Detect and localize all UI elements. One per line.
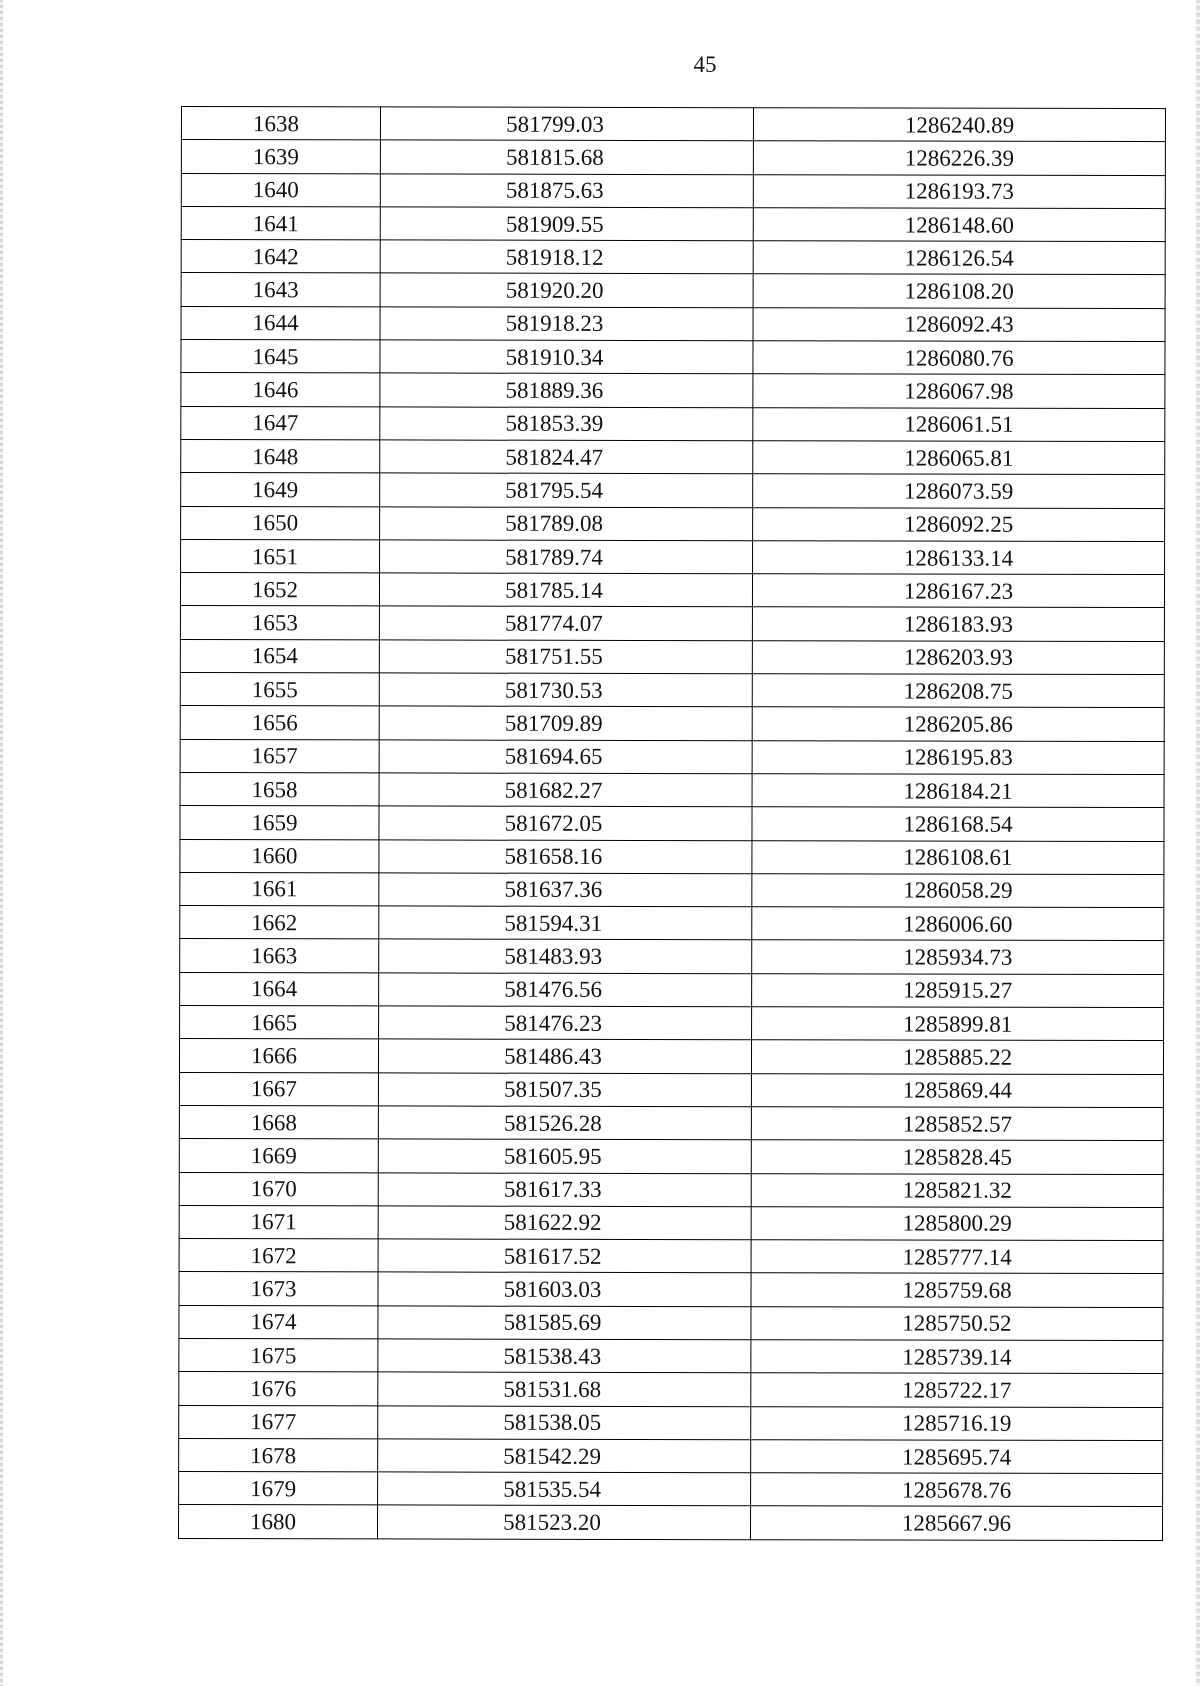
- table-row: [180, 673, 1164, 708]
- x-coordinate-cell: 581476.56: [379, 973, 752, 1007]
- y-coordinate-cell: 1285716.19: [751, 1406, 1163, 1440]
- table-row: [181, 306, 1165, 341]
- y-coordinate-cell: 1285899.81: [752, 1007, 1164, 1041]
- point-number-cell: 1645: [181, 340, 380, 374]
- page-number: 45: [693, 52, 717, 77]
- point-number-cell: 1675: [179, 1338, 378, 1372]
- table-row: [181, 340, 1165, 375]
- x-coordinate-cell: 581535.54: [378, 1472, 751, 1506]
- y-coordinate-cell: 1285750.52: [751, 1306, 1163, 1340]
- y-coordinate-cell: 1285821.32: [751, 1173, 1163, 1207]
- table-row: [179, 1072, 1163, 1107]
- point-number-cell: 1642: [181, 240, 380, 274]
- table-row: [180, 739, 1164, 774]
- y-coordinate-cell: 1286092.43: [753, 307, 1165, 341]
- x-coordinate-cell: 581542.29: [378, 1439, 751, 1473]
- x-coordinate-cell: 581531.68: [378, 1372, 751, 1406]
- x-coordinate-cell: 581637.36: [379, 873, 752, 907]
- point-number-cell: 1678: [179, 1438, 378, 1472]
- y-coordinate-cell: 1286184.21: [752, 774, 1164, 808]
- y-coordinate-cell: 1285759.68: [751, 1273, 1163, 1307]
- y-coordinate-cell: 1285934.73: [752, 940, 1164, 974]
- y-coordinate-cell: 1286205.86: [752, 707, 1164, 741]
- point-number-cell: 1657: [180, 739, 379, 773]
- x-coordinate-cell: 581799.03: [380, 107, 753, 141]
- y-coordinate-cell: 1286058.29: [752, 874, 1164, 908]
- x-coordinate-cell: 581853.39: [380, 407, 753, 441]
- table-row: [179, 1438, 1163, 1473]
- point-number-cell: 1647: [181, 406, 380, 440]
- y-coordinate-cell: 1285915.27: [752, 973, 1164, 1007]
- point-number-cell: 1638: [181, 107, 380, 141]
- x-coordinate-cell: 581672.05: [379, 806, 752, 840]
- point-number-cell: 1671: [179, 1205, 378, 1239]
- table-row: [180, 939, 1164, 974]
- y-coordinate-cell: 1286108.61: [752, 840, 1164, 874]
- point-number-cell: 1653: [180, 606, 379, 640]
- y-coordinate-cell: 1285777.14: [751, 1240, 1163, 1274]
- table-row: [180, 839, 1164, 874]
- x-coordinate-cell: 581585.69: [378, 1306, 751, 1340]
- x-coordinate-cell: 581476.23: [379, 1006, 752, 1040]
- table-row: [180, 606, 1164, 641]
- table-row: [180, 573, 1164, 608]
- x-coordinate-cell: 581789.08: [380, 506, 753, 540]
- table-row: [180, 872, 1164, 907]
- y-coordinate-cell: 1286195.83: [752, 740, 1164, 774]
- x-coordinate-cell: 581789.74: [380, 540, 753, 574]
- point-number-cell: 1667: [179, 1072, 378, 1106]
- table-row: [181, 107, 1165, 142]
- point-number-cell: 1654: [180, 639, 379, 673]
- y-coordinate-cell: 1285800.29: [751, 1206, 1163, 1240]
- table-row: [180, 806, 1164, 841]
- table-row: [179, 1338, 1163, 1373]
- point-number-cell: 1662: [180, 906, 379, 940]
- x-coordinate-cell: 581918.12: [380, 240, 753, 274]
- scan-edge-left: [0, 0, 3, 1686]
- y-coordinate-cell: 1286167.23: [752, 574, 1164, 608]
- x-coordinate-cell: 581918.23: [380, 307, 753, 341]
- table-row: [181, 173, 1165, 208]
- y-coordinate-cell: 1286193.73: [753, 174, 1165, 208]
- x-coordinate-cell: 581920.20: [380, 273, 753, 307]
- table-row: [180, 639, 1164, 674]
- y-coordinate-cell: 1285852.57: [751, 1107, 1163, 1141]
- y-coordinate-cell: 1285739.14: [751, 1340, 1163, 1374]
- x-coordinate-cell: 581617.33: [378, 1172, 751, 1206]
- table-row: [181, 473, 1165, 508]
- x-coordinate-cell: 581507.35: [378, 1073, 751, 1107]
- point-number-cell: 1648: [181, 439, 380, 473]
- point-number-cell: 1672: [179, 1239, 378, 1273]
- point-number-cell: 1676: [179, 1372, 378, 1406]
- y-coordinate-cell: 1286073.59: [753, 474, 1165, 508]
- table-row: [179, 1239, 1163, 1274]
- point-number-cell: 1680: [179, 1505, 378, 1539]
- x-coordinate-cell: 581617.52: [378, 1239, 751, 1273]
- table-row: [180, 906, 1164, 941]
- y-coordinate-cell: 1285722.17: [751, 1373, 1163, 1407]
- y-coordinate-cell: 1285695.74: [751, 1440, 1163, 1474]
- x-coordinate-cell: 581682.27: [379, 773, 752, 807]
- point-number-cell: 1668: [179, 1105, 378, 1139]
- point-number-cell: 1674: [179, 1305, 378, 1339]
- table-row: [181, 140, 1165, 175]
- point-number-cell: 1656: [180, 706, 379, 740]
- y-coordinate-cell: 1286208.75: [752, 674, 1164, 708]
- point-number-cell: 1663: [180, 939, 379, 973]
- x-coordinate-cell: 581785.14: [379, 573, 752, 607]
- y-coordinate-cell: 1285678.76: [751, 1473, 1163, 1507]
- x-coordinate-cell: 581909.55: [380, 207, 753, 241]
- y-coordinate-cell: 1286148.60: [753, 208, 1165, 242]
- x-coordinate-cell: 581875.63: [380, 174, 753, 208]
- y-coordinate-cell: 1286092.25: [753, 507, 1165, 541]
- table-row: [179, 1105, 1163, 1140]
- point-number-cell: 1660: [180, 839, 379, 873]
- table-row: [179, 1305, 1163, 1340]
- scan-edge-right: [1196, 0, 1200, 1686]
- table-row: [179, 1272, 1163, 1307]
- table-row: [181, 273, 1165, 308]
- y-coordinate-cell: 1285869.44: [751, 1073, 1163, 1107]
- point-number-cell: 1651: [181, 539, 380, 573]
- point-number-cell: 1639: [181, 140, 380, 174]
- point-number-cell: 1652: [180, 573, 379, 607]
- y-coordinate-cell: 1286080.76: [753, 341, 1165, 375]
- table-row: [179, 1205, 1163, 1240]
- x-coordinate-cell: 581538.43: [378, 1339, 751, 1373]
- point-number-cell: 1669: [179, 1139, 378, 1173]
- table-row: [179, 1139, 1163, 1174]
- x-coordinate-cell: 581889.36: [380, 373, 753, 407]
- table-row: [181, 240, 1165, 275]
- coordinate-table-container: [178, 106, 1165, 1541]
- x-coordinate-cell: 581526.28: [378, 1106, 751, 1140]
- point-number-cell: 1643: [181, 273, 380, 307]
- point-number-cell: 1649: [181, 473, 380, 507]
- y-coordinate-cell: 1286065.81: [753, 441, 1165, 475]
- table-row: [179, 1372, 1163, 1407]
- table-row: [181, 439, 1165, 474]
- coordinate-table: [178, 106, 1166, 1541]
- table-row: [181, 406, 1165, 441]
- point-number-cell: 1677: [179, 1405, 378, 1439]
- table-row: [179, 1472, 1163, 1507]
- x-coordinate-cell: 581486.43: [378, 1039, 751, 1073]
- point-number-cell: 1646: [181, 373, 380, 407]
- x-coordinate-cell: 581815.68: [380, 140, 753, 174]
- point-number-cell: 1644: [181, 306, 380, 340]
- table-row: [180, 1006, 1164, 1041]
- y-coordinate-cell: 1286061.51: [753, 407, 1165, 441]
- x-coordinate-cell: 581658.16: [379, 839, 752, 873]
- point-number-cell: 1670: [179, 1172, 378, 1206]
- table-row: [181, 373, 1165, 408]
- x-coordinate-cell: 581751.55: [379, 640, 752, 674]
- point-number-cell: 1665: [180, 1006, 379, 1040]
- x-coordinate-cell: 581594.31: [379, 906, 752, 940]
- table-row: [180, 772, 1164, 807]
- coordinate-table-body: [179, 107, 1166, 1541]
- x-coordinate-cell: 581795.54: [380, 473, 753, 507]
- x-coordinate-cell: 581730.53: [379, 673, 752, 707]
- point-number-cell: 1641: [181, 206, 380, 240]
- point-number-cell: 1658: [180, 772, 379, 806]
- y-coordinate-cell: 1286203.93: [752, 640, 1164, 674]
- y-coordinate-cell: 1285828.45: [751, 1140, 1163, 1174]
- y-coordinate-cell: 1286240.89: [753, 108, 1165, 142]
- point-number-cell: 1659: [180, 806, 379, 840]
- y-coordinate-cell: 1286133.14: [753, 541, 1165, 575]
- x-coordinate-cell: 581483.93: [379, 939, 752, 973]
- y-coordinate-cell: 1286006.60: [752, 907, 1164, 941]
- y-coordinate-cell: 1286067.98: [753, 374, 1165, 408]
- x-coordinate-cell: 581605.95: [378, 1139, 751, 1173]
- x-coordinate-cell: 581910.34: [380, 340, 753, 374]
- table-row: [179, 1405, 1163, 1440]
- point-number-cell: 1655: [180, 673, 379, 707]
- table-row: [180, 706, 1164, 741]
- table-row: [181, 206, 1165, 241]
- point-number-cell: 1664: [180, 972, 379, 1006]
- x-coordinate-cell: 581603.03: [378, 1272, 751, 1306]
- point-number-cell: 1673: [179, 1272, 378, 1306]
- y-coordinate-cell: 1285667.96: [750, 1506, 1162, 1540]
- point-number-cell: 1679: [179, 1472, 378, 1506]
- x-coordinate-cell: 581523.20: [377, 1505, 750, 1539]
- y-coordinate-cell: 1286126.54: [753, 241, 1165, 275]
- y-coordinate-cell: 1286183.93: [752, 607, 1164, 641]
- x-coordinate-cell: 581824.47: [380, 440, 753, 474]
- point-number-cell: 1640: [181, 173, 380, 207]
- table-row: [179, 1039, 1163, 1074]
- y-coordinate-cell: 1285885.22: [751, 1040, 1163, 1074]
- y-coordinate-cell: 1286226.39: [753, 141, 1165, 175]
- table-row: [179, 1505, 1163, 1540]
- x-coordinate-cell: 581538.05: [378, 1405, 751, 1439]
- point-number-cell: 1650: [181, 506, 380, 540]
- point-number-cell: 1666: [179, 1039, 378, 1073]
- x-coordinate-cell: 581694.65: [379, 740, 752, 774]
- x-coordinate-cell: 581774.07: [379, 606, 752, 640]
- table-row: [179, 1172, 1163, 1207]
- x-coordinate-cell: 581709.89: [379, 706, 752, 740]
- point-number-cell: 1661: [180, 872, 379, 906]
- table-row: [181, 506, 1165, 541]
- table-row: [181, 539, 1165, 574]
- x-coordinate-cell: 581622.92: [378, 1206, 751, 1240]
- table-row: [180, 972, 1164, 1007]
- y-coordinate-cell: 1286108.20: [753, 274, 1165, 308]
- y-coordinate-cell: 1286168.54: [752, 807, 1164, 841]
